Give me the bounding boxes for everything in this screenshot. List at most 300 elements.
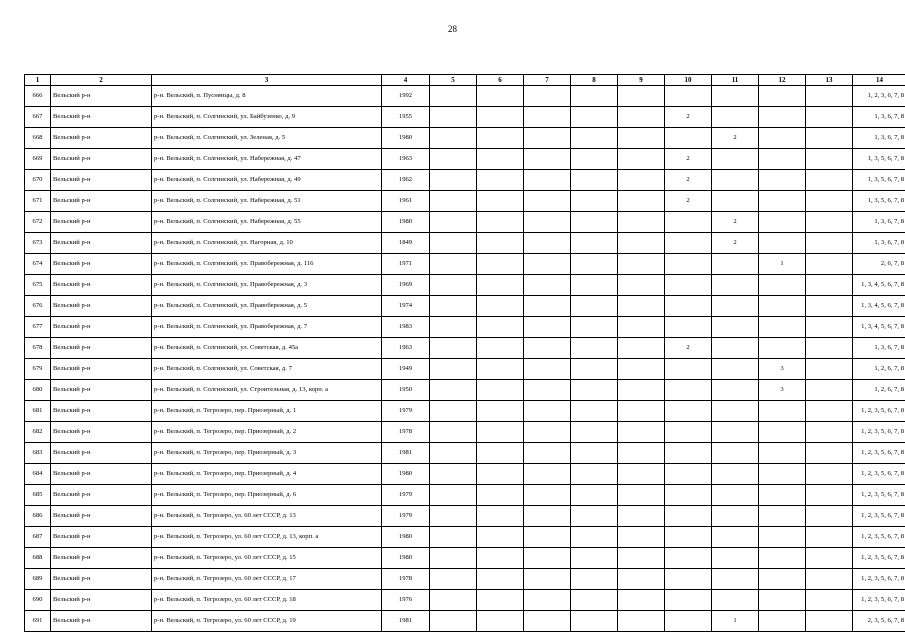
codes-cell: 1, 3, 6, 7, 8 [853,338,905,359]
col7-cell [524,149,571,170]
col9-cell [618,485,665,506]
district-cell: Вельский р-н [51,149,152,170]
address-cell: р-н. Вельский, п. Солгинский, ул. Зеленая, д. 5 [152,128,382,149]
col10-cell [665,443,712,464]
year-cell: 1971 [382,254,430,275]
row-number-cell: 670 [25,170,51,191]
year-cell: 1980 [382,128,430,149]
col11-cell [712,443,759,464]
col6-cell [477,422,524,443]
col11-cell [712,359,759,380]
col5-cell [430,569,477,590]
table-row [25,464,905,485]
codes-cell: 1, 2, 3, 5, 6, 7, 8 [853,506,905,527]
column-header: 2 [51,75,152,86]
col11-cell [712,422,759,443]
codes-cell: 1, 2, 3, 5, 6, 7, 8 [853,422,905,443]
col12-cell [759,170,806,191]
col12-cell [759,548,806,569]
col8-cell [571,401,618,422]
column-header: 13 [806,75,853,86]
district-cell: Вельский р-н [51,401,152,422]
col11-cell: 2 [712,233,759,254]
col7-cell [524,527,571,548]
col6-cell [477,170,524,191]
col12-cell [759,275,806,296]
col11-cell [712,191,759,212]
col13-cell [806,443,853,464]
col12-cell [759,611,806,632]
col13-cell [806,170,853,191]
col7-cell [524,233,571,254]
col7-cell [524,317,571,338]
column-header: 7 [524,75,571,86]
col10-cell: 2 [665,338,712,359]
district-cell: Вельский р-н [51,338,152,359]
col9-cell [618,338,665,359]
col10-cell [665,548,712,569]
district-cell: Вельский р-н [51,569,152,590]
district-cell: Вельский р-н [51,212,152,233]
col13-cell [806,485,853,506]
col13-cell [806,149,853,170]
col7-cell [524,107,571,128]
col13-cell [806,212,853,233]
row-number-cell: 686 [25,506,51,527]
col5-cell [430,212,477,233]
column-header: 4 [382,75,430,86]
codes-cell: 1, 2, 3, 5, 6, 7, 8 [853,443,905,464]
col9-cell [618,443,665,464]
col6-cell [477,254,524,275]
col13-cell [806,590,853,611]
col13-cell [806,86,853,107]
col10-cell [665,359,712,380]
codes-cell: 1, 3, 4, 5, 6, 7, 8 [853,296,905,317]
codes-cell: 1, 3, 6, 7, 8 [853,128,905,149]
col5-cell [430,485,477,506]
row-number-cell: 685 [25,485,51,506]
col5-cell [430,548,477,569]
col9-cell [618,548,665,569]
table-row [25,107,905,128]
col13-cell [806,275,853,296]
year-cell: 1961 [382,191,430,212]
address-cell: р-н. Вельский, п. Солгинский, ул. Правобережная, д. 116 [152,254,382,275]
district-cell: Вельский р-н [51,233,152,254]
col11-cell [712,485,759,506]
col8-cell [571,380,618,401]
col12-cell [759,212,806,233]
col5-cell [430,359,477,380]
year-cell: 1979 [382,506,430,527]
address-cell: р-н. Вельский, п. Пуснянцы, д. 8 [152,86,382,107]
col9-cell [618,296,665,317]
col7-cell [524,611,571,632]
col10-cell [665,317,712,338]
col6-cell [477,590,524,611]
row-number-cell: 679 [25,359,51,380]
col7-cell [524,485,571,506]
district-cell: Вельский р-н [51,170,152,191]
table-row [25,254,905,275]
col9-cell [618,380,665,401]
col8-cell [571,338,618,359]
col5-cell [430,254,477,275]
address-cell: р-н. Вельский, п. Солгинский, ул. Набережная, д. 49 [152,170,382,191]
col9-cell [618,275,665,296]
row-number-cell: 683 [25,443,51,464]
table-row [25,443,905,464]
col7-cell [524,254,571,275]
table-row [25,359,905,380]
col12-cell: 3 [759,359,806,380]
col7-cell [524,548,571,569]
col10-cell [665,506,712,527]
col13-cell [806,296,853,317]
district-cell: Вельский р-н [51,191,152,212]
col7-cell [524,296,571,317]
row-number-cell: 689 [25,569,51,590]
row-number-cell: 690 [25,590,51,611]
row-number-cell: 677 [25,317,51,338]
row-number-cell: 672 [25,212,51,233]
year-cell: 1955 [382,107,430,128]
codes-cell: 1, 2, 3, 5, 6, 7, 8 [853,401,905,422]
col8-cell [571,611,618,632]
col6-cell [477,128,524,149]
col11-cell [712,548,759,569]
col6-cell [477,149,524,170]
col8-cell [571,212,618,233]
col11-cell: 2 [712,128,759,149]
col5-cell [430,275,477,296]
col10-cell [665,254,712,275]
col6-cell [477,317,524,338]
col9-cell [618,107,665,128]
codes-cell: 1, 3, 5, 6, 7, 8 [853,149,905,170]
column-header: 5 [430,75,477,86]
col10-cell: 2 [665,107,712,128]
col6-cell [477,275,524,296]
col12-cell [759,317,806,338]
table-row [25,401,905,422]
address-cell: р-н. Вельский, п. Солгинский, ул. Правобережная, д. 5 [152,296,382,317]
col5-cell [430,611,477,632]
col8-cell [571,548,618,569]
year-cell: 1969 [382,275,430,296]
year-cell: 1962 [382,170,430,191]
address-cell: р-н. Вельский, п. Солгинский, ул. Советская, д. 45а [152,338,382,359]
address-cell: р-н. Вельский, п. Солгинский, ул. Советская, д. 7 [152,359,382,380]
address-cell: р-н. Вельский, п. Солгинский, ул. Правобережная, д. 7 [152,317,382,338]
col9-cell [618,128,665,149]
col8-cell [571,464,618,485]
col12-cell [759,191,806,212]
col13-cell [806,422,853,443]
col5-cell [430,296,477,317]
address-cell: р-н. Вельский, п. Тегрозеро, пер. Приозерный, д. 3 [152,443,382,464]
row-number-cell: 687 [25,527,51,548]
table-row [25,191,905,212]
col7-cell [524,86,571,107]
col12-cell [759,338,806,359]
col9-cell [618,527,665,548]
column-header: 11 [712,75,759,86]
col6-cell [477,506,524,527]
row-number-cell: 675 [25,275,51,296]
col7-cell [524,464,571,485]
table-row [25,548,905,569]
col9-cell [618,212,665,233]
col9-cell [618,317,665,338]
district-cell: Вельский р-н [51,107,152,128]
col10-cell [665,590,712,611]
col8-cell [571,170,618,191]
address-cell: р-н. Вельский, п. Тегрозеро, ул. 60 лет СССР, д. 18 [152,590,382,611]
col9-cell [618,401,665,422]
col7-cell [524,380,571,401]
col5-cell [430,506,477,527]
col6-cell [477,359,524,380]
col9-cell [618,569,665,590]
col11-cell [712,569,759,590]
codes-cell: 1, 3, 6, 7, 8 [853,233,905,254]
table-row [25,317,905,338]
col9-cell [618,149,665,170]
district-cell: Вельский р-н [51,317,152,338]
column-header: 1 [25,75,51,86]
col10-cell: 2 [665,191,712,212]
col11-cell: 1 [712,611,759,632]
table-row [25,170,905,191]
col8-cell [571,527,618,548]
col13-cell [806,527,853,548]
col8-cell [571,590,618,611]
codes-cell: 1, 2, 3, 5, 6, 7, 8 [853,527,905,548]
col7-cell [524,212,571,233]
codes-cell: 1, 2, 6, 7, 8 [853,380,905,401]
col10-cell [665,401,712,422]
table-row [25,233,905,254]
column-header: 8 [571,75,618,86]
col7-cell [524,422,571,443]
col10-cell [665,380,712,401]
col5-cell [430,149,477,170]
codes-cell: 1, 2, 3, 5, 6, 7, 8 [853,464,905,485]
row-number-cell: 684 [25,464,51,485]
col8-cell [571,422,618,443]
year-cell: 1979 [382,485,430,506]
col11-cell [712,506,759,527]
district-cell: Вельский р-н [51,380,152,401]
col6-cell [477,380,524,401]
district-cell: Вельский р-н [51,254,152,275]
col12-cell [759,464,806,485]
row-number-cell: 667 [25,107,51,128]
district-cell: Вельский р-н [51,506,152,527]
col12-cell [759,296,806,317]
col5-cell [430,107,477,128]
col10-cell [665,527,712,548]
col6-cell [477,107,524,128]
col6-cell [477,485,524,506]
column-header: 14 [853,75,905,86]
col9-cell [618,590,665,611]
col7-cell [524,359,571,380]
year-cell: 1949 [382,359,430,380]
col6-cell [477,527,524,548]
col13-cell [806,401,853,422]
codes-cell: 1, 2, 3, 6, 7, 8 [853,86,905,107]
col13-cell [806,317,853,338]
col12-cell [759,86,806,107]
column-header: 9 [618,75,665,86]
col7-cell [524,191,571,212]
row-number-cell: 666 [25,86,51,107]
col11-cell [712,275,759,296]
col7-cell [524,128,571,149]
row-number-cell: 676 [25,296,51,317]
table-row [25,296,905,317]
table-row [25,590,905,611]
col5-cell [430,128,477,149]
row-number-cell: 673 [25,233,51,254]
address-cell: р-н. Вельский, п. Тегрозеро, ул. 60 лет СССР, д. 13, корп. а [152,527,382,548]
col11-cell [712,107,759,128]
col5-cell [430,401,477,422]
header-row [25,75,905,86]
col13-cell [806,233,853,254]
codes-cell: 1, 2, 6, 7, 8 [853,359,905,380]
address-cell: р-н. Вельский, п. Тегрозеро, пер. Приозерный, д. 4 [152,464,382,485]
table-row [25,527,905,548]
col8-cell [571,359,618,380]
codes-cell: 2, 6, 7, 8 [853,254,905,275]
district-cell: Вельский р-н [51,359,152,380]
table-row [25,86,905,107]
district-cell: Вельский р-н [51,548,152,569]
col12-cell: 3 [759,380,806,401]
col6-cell [477,464,524,485]
col8-cell [571,485,618,506]
codes-cell: 1, 3, 6, 7, 8 [853,212,905,233]
col5-cell [430,86,477,107]
codes-cell: 1, 2, 3, 5, 6, 7, 8 [853,590,905,611]
col7-cell [524,338,571,359]
col6-cell [477,86,524,107]
year-cell: 1950 [382,380,430,401]
column-header: 12 [759,75,806,86]
col10-cell: 2 [665,149,712,170]
row-number-cell: 668 [25,128,51,149]
col7-cell [524,443,571,464]
year-cell: 1963 [382,338,430,359]
col5-cell [430,233,477,254]
year-cell: 1849 [382,233,430,254]
col6-cell [477,191,524,212]
address-cell: р-н. Вельский, п. Тегрозеро, пер. Приозерный, д. 6 [152,485,382,506]
col5-cell [430,338,477,359]
column-header: 6 [477,75,524,86]
row-number-cell: 682 [25,422,51,443]
col10-cell [665,611,712,632]
col9-cell [618,359,665,380]
column-header: 10 [665,75,712,86]
row-number-cell: 688 [25,548,51,569]
col9-cell [618,86,665,107]
col7-cell [524,569,571,590]
table-row [25,149,905,170]
year-cell: 1980 [382,212,430,233]
col10-cell [665,296,712,317]
codes-cell: 2, 3, 5, 6, 7, 8 [853,611,905,632]
district-cell: Вельский р-н [51,590,152,611]
address-cell: р-н. Вельский, п. Солгинский, ул. Строительная, д. 13, корп. а [152,380,382,401]
col11-cell [712,338,759,359]
row-number-cell: 680 [25,380,51,401]
col12-cell [759,401,806,422]
col11-cell [712,296,759,317]
table-row [25,275,905,296]
col11-cell [712,254,759,275]
col10-cell [665,569,712,590]
district-cell: Вельский р-н [51,422,152,443]
district-cell: Вельский р-н [51,296,152,317]
col7-cell [524,590,571,611]
col7-cell [524,401,571,422]
year-cell: 1978 [382,422,430,443]
col7-cell [524,170,571,191]
col13-cell [806,191,853,212]
table-body [25,86,905,632]
address-cell: р-н. Вельский, п. Тегрозеро, пер. Приозерный, д. 2 [152,422,382,443]
col13-cell [806,548,853,569]
col6-cell [477,611,524,632]
codes-cell: 1, 3, 6, 7, 8 [853,107,905,128]
address-cell: р-н. Вельский, п. Тегрозеро, пер. Приозерный, д. 1 [152,401,382,422]
col12-cell [759,590,806,611]
col5-cell [430,527,477,548]
address-cell: р-н. Вельский, п. Тегрозеро, ул. 60 лет СССР, д. 15 [152,548,382,569]
col8-cell [571,443,618,464]
col9-cell [618,191,665,212]
address-cell: р-н. Вельский, п. Солгинский, ул. Правобережная, д. 3 [152,275,382,296]
col12-cell [759,485,806,506]
row-number-cell: 674 [25,254,51,275]
col10-cell [665,422,712,443]
row-number-cell: 691 [25,611,51,632]
col13-cell [806,107,853,128]
col5-cell [430,422,477,443]
col12-cell [759,233,806,254]
year-cell: 1979 [382,401,430,422]
year-cell: 1981 [382,443,430,464]
col8-cell [571,317,618,338]
col11-cell [712,380,759,401]
table-row [25,611,905,632]
col9-cell [618,611,665,632]
year-cell: 1980 [382,527,430,548]
col6-cell [477,548,524,569]
col11-cell [712,170,759,191]
table-row [25,569,905,590]
col12-cell [759,527,806,548]
table-row [25,338,905,359]
codes-cell: 1, 3, 4, 5, 6, 7, 8 [853,275,905,296]
district-cell: Вельский р-н [51,275,152,296]
year-cell: 1963 [382,149,430,170]
